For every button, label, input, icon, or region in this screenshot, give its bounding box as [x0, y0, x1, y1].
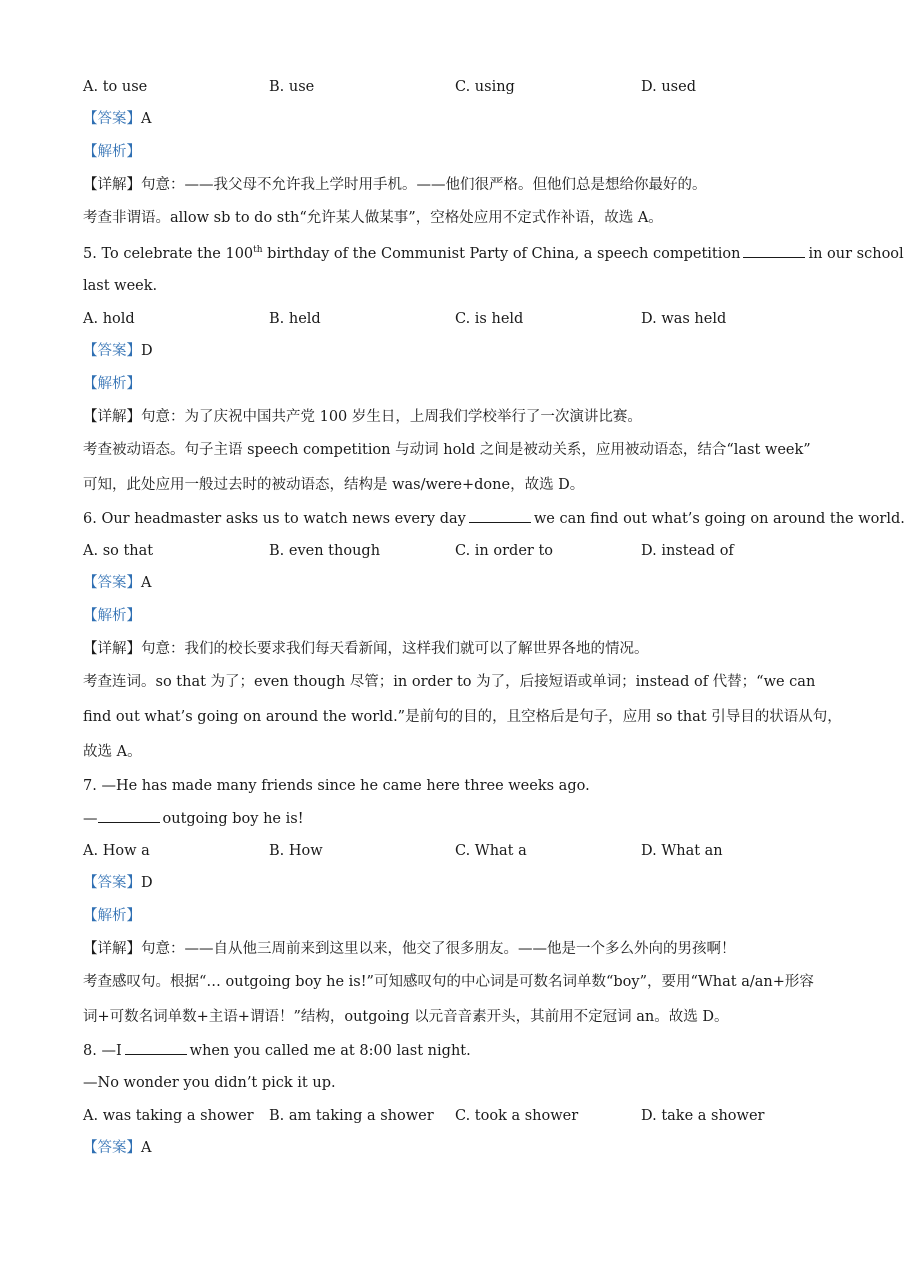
q6-explain-3: 故选 A。 — [83, 744, 142, 760]
answer-value: D — [141, 343, 153, 359]
superscript: th — [253, 245, 263, 255]
stem-text: 5. To celebrate the 100 — [83, 245, 254, 262]
analysis-tag: 【解析】 — [83, 908, 141, 924]
detail-text: 句意：——我父母不允许我上学时用手机。——他们很严格。但他们总是想给你最好的。 — [141, 177, 707, 193]
q5-option-d: D. was held — [641, 311, 727, 327]
stem-text: — — [83, 811, 98, 827]
stem-text: when you called me at 8:00 last night. — [189, 1043, 471, 1059]
q6-detail — [83, 639, 649, 659]
q5-analysis-tag — [83, 374, 141, 394]
q6-stem — [83, 508, 905, 529]
q4-analysis-tag — [83, 142, 141, 162]
answer-value: A — [141, 111, 152, 127]
detail-tag: 【详解】 — [83, 409, 141, 425]
q5-option-a: A. hold — [83, 311, 135, 327]
q5-detail — [83, 407, 642, 427]
q5-explain-2: 可知，此处应用一般过去时的被动语态，结构是 was/were+done，故选 D。 — [83, 477, 585, 493]
detail-tag: 【详解】 — [83, 941, 141, 957]
q4-explain: 考查非谓语。allow sb to do sth“允许某人做某事”，空格处应用不定式作补语，故选 A。 — [83, 210, 663, 226]
q7-analysis-tag — [83, 906, 141, 926]
q5-stem — [83, 240, 904, 264]
q8-stem-1 — [83, 1040, 471, 1061]
q4-answer — [83, 109, 151, 129]
q4-option-b: B. use — [269, 79, 315, 95]
stem-text: we can find out what’s going on around the world. — [533, 511, 905, 527]
q7-option-c: C. What a — [455, 843, 527, 859]
q5-answer — [83, 341, 153, 361]
answer-value: A — [141, 1140, 152, 1156]
answer-blank — [98, 808, 160, 823]
detail-text: 句意：——自从他三周前来到这里以来，他交了很多朋友。——他是一个多么外向的男孩啊！ — [141, 941, 736, 957]
q8-option-d: D. take a shower — [641, 1108, 765, 1124]
q5-option-b: B. held — [269, 311, 321, 327]
analysis-tag: 【解析】 — [83, 376, 141, 392]
answer-tag: 【答案】 — [83, 111, 141, 127]
answer-blank — [125, 1040, 187, 1055]
q6-option-b: B. even though — [269, 543, 381, 559]
q7-option-d: D. What an — [641, 843, 723, 859]
detail-tag: 【详解】 — [83, 177, 141, 193]
q4-option-a: A. to use — [83, 79, 148, 95]
q5-option-c: C. is held — [455, 311, 524, 327]
q6-analysis-tag — [83, 606, 141, 626]
stem-text: birthday of the Communist Party of China, a speech competition — [262, 245, 741, 262]
q6-option-c: C. in order to — [455, 543, 554, 559]
q7-answer — [83, 873, 153, 893]
q8-stem-2: —No wonder you didn’t pick it up. — [83, 1075, 336, 1091]
q7-explain-2: 词+可数名词单数+主语+谓语！”结构，outgoing 以元音音素开头，其前用不定冠词 an。故选 D。 — [83, 1009, 729, 1025]
q6-explain-1: 考查连词。so that 为了；even though 尽管；in order to 为了，后接短语或单词；instead of 代替；“we can — [83, 674, 816, 690]
q4-option-d: D. used — [641, 79, 696, 95]
q7-stem-2 — [83, 808, 304, 829]
q6-option-d: D. instead of — [641, 543, 734, 559]
stem-text: outgoing boy he is! — [162, 811, 304, 827]
q4-option-c: C. using — [455, 79, 515, 95]
q7-option-a: A. How a — [83, 843, 150, 859]
analysis-tag: 【解析】 — [83, 144, 141, 160]
detail-text: 句意：为了庆祝中国共产党 100 岁生日，上周我们学校举行了一次演讲比赛。 — [141, 409, 642, 425]
answer-tag: 【答案】 — [83, 343, 141, 359]
q7-stem-1: 7. —He has made many friends since he came here three weeks ago. — [83, 778, 590, 794]
answer-tag: 【答案】 — [83, 575, 141, 591]
answer-tag: 【答案】 — [83, 875, 141, 891]
answer-value: D — [141, 875, 153, 891]
q8-option-b: B. am taking a shower — [269, 1108, 434, 1124]
q8-option-a: A. was taking a shower — [83, 1108, 254, 1124]
detail-text: 句意：我们的校长要求我们每天看新闻，这样我们就可以了解世界各地的情况。 — [141, 641, 649, 657]
answer-tag: 【答案】 — [83, 1140, 141, 1156]
stem-text: in our school — [808, 245, 904, 262]
answer-blank — [743, 243, 805, 258]
q7-explain-1: 考查感叹句。根据“… outgoing boy he is!”可知感叹句的中心词是可数名词单数“boy”，要用“What a/an+形容 — [83, 974, 814, 990]
analysis-tag: 【解析】 — [83, 608, 141, 624]
q5-stem-cont: last week. — [83, 278, 158, 294]
q6-option-a: A. so that — [83, 543, 154, 559]
q4-detail — [83, 175, 707, 195]
answer-value: A — [141, 575, 152, 591]
stem-text: 6. Our headmaster asks us to watch news every day — [83, 511, 466, 527]
q8-option-c: C. took a shower — [455, 1108, 579, 1124]
q7-option-b: B. How — [269, 843, 323, 859]
q7-detail — [83, 939, 736, 959]
q6-explain-2: find out what’s going on around the world.”是前句的目的，且空格后是句子，应用 so that 引导目的状语从句， — [83, 709, 842, 725]
q6-answer — [83, 573, 151, 593]
q5-explain-1: 考查被动语态。句子主语 speech competition 与动词 hold 之间是被动关系，应用被动语态，结合“last week” — [83, 442, 811, 458]
q8-answer — [83, 1138, 151, 1158]
detail-tag: 【详解】 — [83, 641, 141, 657]
answer-blank — [469, 508, 531, 523]
stem-text: 8. —I — [83, 1043, 122, 1059]
